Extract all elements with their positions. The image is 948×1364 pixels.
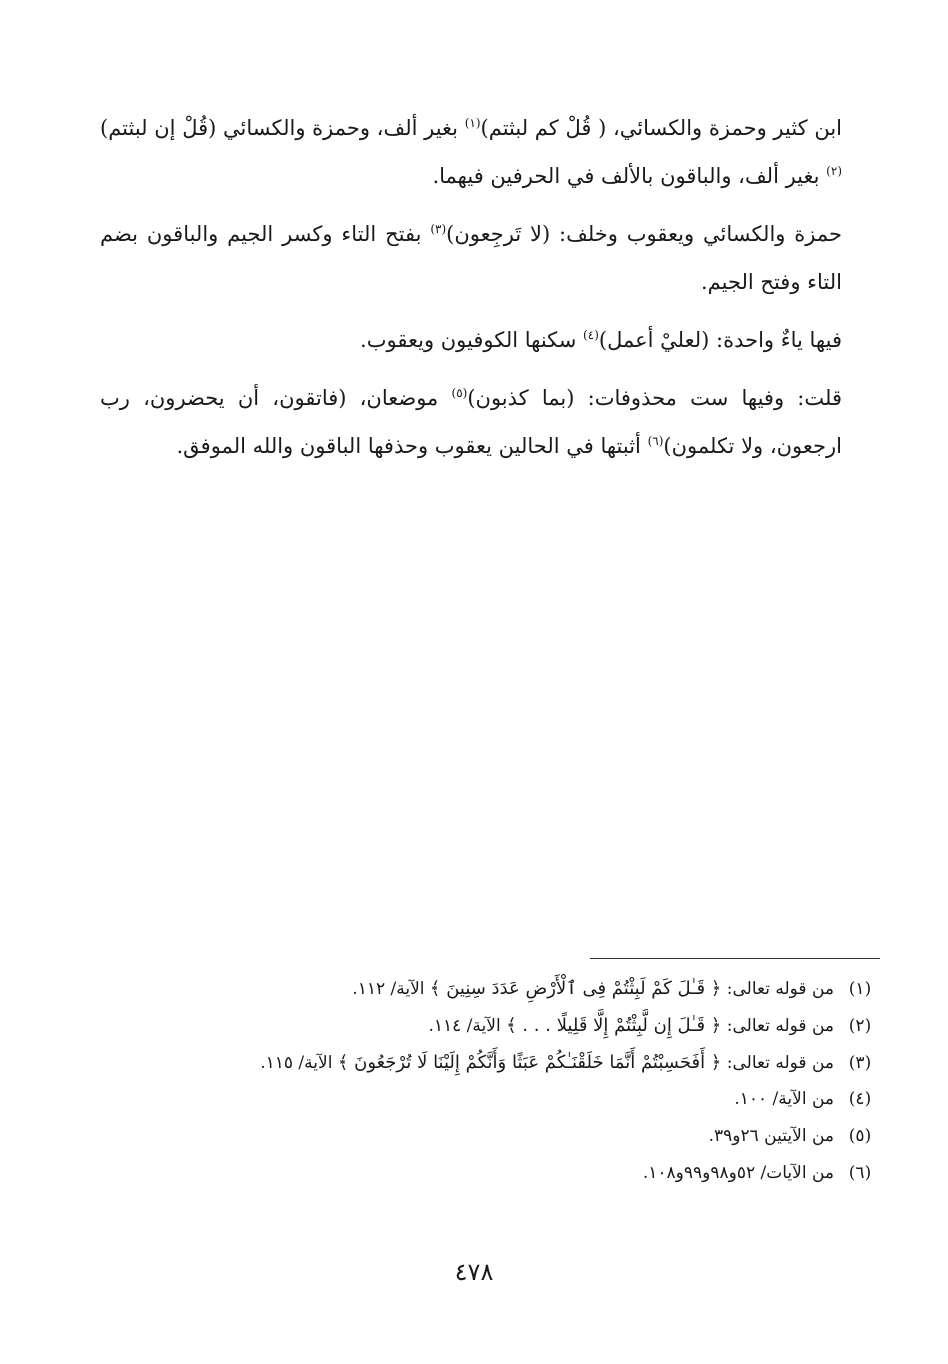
paragraph-4 [100,374,842,470]
footnote-separator [590,958,880,959]
footnote-text [100,1089,834,1109]
quran-verse: ﴿ قَـٰلَ إِن لَّبِثْتُمْ إِلَّا قَلِيلًا . . . ﴾ [506,1015,722,1036]
footnote-text [100,1015,834,1036]
text-segment: بغير ألف، والباقون بالألف في الحرفين فيهما. [432,164,827,188]
footnote-suffix: الآية/ ١١٤. [428,1016,507,1036]
footnote-prefix: من الآية/ ١٠٠. [734,1089,834,1109]
page-number: ٤٧٨ [454,1258,494,1286]
text-segment: موضعان، (فاتقون، أن يحضرون، رب ارجعون، ولا تكلمون) [100,386,842,458]
paragraph-2 [100,210,842,306]
footnote-ref: (٦) [647,434,664,448]
footnote-text [100,1126,834,1146]
text-segment: ابن كثير وحمزة والكسائي، ( قُلْ كم لبثتم) [480,116,842,140]
footnote-prefix: من الآيتين ٢٦و٣٩. [708,1126,834,1146]
footnote-prefix: من قوله تعالى: [721,1053,834,1073]
footnote-number: (٢) [848,1016,872,1036]
footnote-5 [100,1126,886,1163]
footnote-suffix: الآية/ ١١٥. [260,1053,338,1073]
text-segment: سكنها الكوفيون ويعقوب. [360,328,584,352]
footnote-text [100,1052,834,1073]
text-segment: بغير ألف، وحمزة والكسائي (قُلْ إن لبثتم) [100,116,465,140]
footnote-prefix: من قوله تعالى: [721,1016,834,1036]
footnote-ref: (٥) [451,386,468,400]
paragraph-3 [100,316,842,364]
text-segment: أثبتها في الحالين يعقوب وحذفها الباقون والله الموفق. [176,434,648,458]
footnote-prefix: من قوله تعالى: [721,979,834,999]
footnote-text [100,1163,834,1183]
footnote-ref: (٢) [826,164,842,178]
footnote-ref: (٤) [583,328,599,342]
footnote-number: (٦) [848,1163,872,1183]
footnote-prefix: من الآيات/ ٥٢و٩٨و٩٩و١٠٨. [642,1163,834,1183]
footnote-suffix: الآية/ ١١٢. [352,979,430,999]
footnote-ref: (١) [464,116,481,130]
quran-verse: ﴿ أَفَحَسِبْتُمْ أَنَّمَا خَلَقْنَـٰكُمْ عَبَثًا وَأَنَّكُمْ إِلَيْنَا لَا تُرْجَعُونَ ﴾ [337,1052,722,1073]
text-segment: بفتح التاء وكسر الجيم والباقون بضم التاء وفتح الجيم. [100,222,842,294]
footnote-3 [100,1052,886,1089]
text-segment: قلت: وفيها ست محذوفات: (بما كذبون) [467,386,842,410]
footnote-number: (٣) [848,1053,872,1073]
text-segment: فيها ياءٌ واحدة: (لعليْ أعمل) [598,328,842,352]
footnote-number: (٥) [848,1126,872,1146]
footnote-1 [100,978,886,1015]
footnote-2 [100,1015,886,1052]
footnote-text [100,978,834,999]
footnote-number: (٤) [848,1089,872,1109]
footnote-number: (١) [848,979,872,999]
footnote-4 [100,1089,886,1126]
text-segment: حمزة والكسائي ويعقوب وخلف: (لا تَرجِعون) [446,222,842,246]
footnotes [100,978,886,1200]
quran-verse: ﴿ قَـٰلَ كَمْ لَبِثْتُمْ فِى ٱلْأَرْضِ عَدَدَ سِنِينَ ﴾ [429,978,722,999]
main-text [100,104,842,480]
footnote-ref: (٣) [430,222,447,236]
paragraph-1 [100,104,842,200]
footnote-6 [100,1163,886,1200]
